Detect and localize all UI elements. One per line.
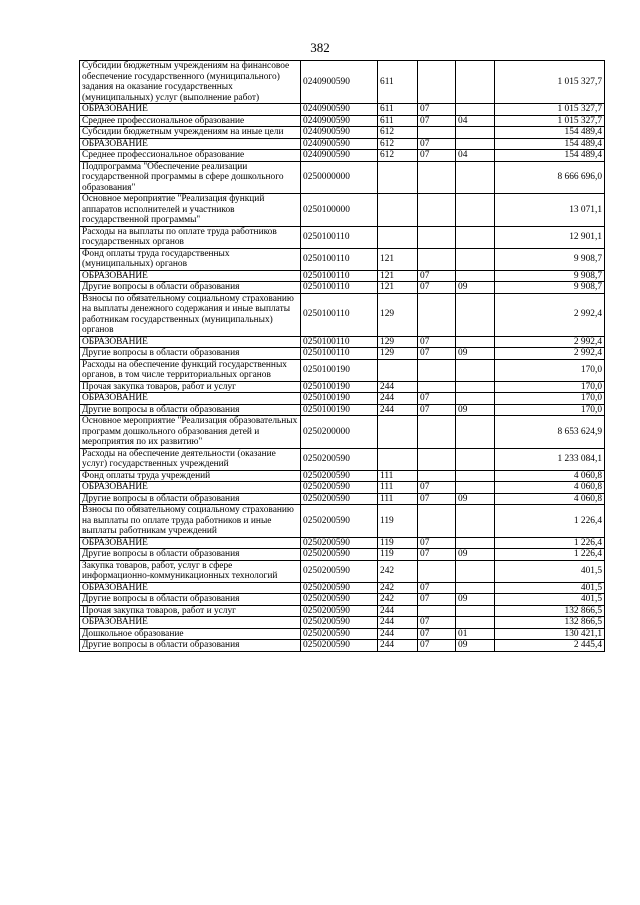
row-name-cell: Основное мероприятие "Реализация образовательных программ дошкольного образования детей и мероприятия по их развитию": [80, 416, 301, 449]
table-row: [80, 282, 605, 294]
section-code-cell: [418, 161, 456, 194]
expense-type-code-cell: 129: [378, 336, 418, 348]
subsection-code-cell: [456, 505, 495, 538]
target-code-cell: 0250200000: [301, 416, 378, 449]
table-row: [80, 161, 605, 194]
subsection-code-cell: [456, 194, 495, 227]
section-code-cell: 07: [418, 282, 456, 294]
section-code-cell: 07: [418, 482, 456, 494]
budget-table: [79, 60, 605, 652]
row-name-cell: Субсидии бюджетным учреждениям на финансовое обеспечение государственного (муниципального) задания на оказание государственных (муниципальных) услуг (выполнение работ): [80, 61, 301, 104]
table-row: [80, 393, 605, 405]
section-code-cell: 07: [418, 549, 456, 561]
subsection-code-cell: [456, 416, 495, 449]
expense-type-code-cell: 121: [378, 282, 418, 294]
row-name-cell: ОБРАЗОВАНИЕ: [80, 537, 301, 549]
table-row: [80, 404, 605, 416]
subsection-code-cell: 09: [456, 493, 495, 505]
target-code-cell: 0240900590: [301, 150, 378, 162]
amount-cell: 401,5: [495, 582, 605, 594]
row-name-cell: ОБРАЗОВАНИЕ: [80, 104, 301, 116]
section-code-cell: 07: [418, 582, 456, 594]
expense-type-code-cell: 121: [378, 270, 418, 282]
target-code-cell: 0250200590: [301, 594, 378, 606]
table-row: [80, 359, 605, 381]
section-code-cell: 07: [418, 270, 456, 282]
expense-type-code-cell: 612: [378, 138, 418, 150]
section-code-cell: [418, 359, 456, 381]
row-name-cell: Взносы по обязательному социальному страхованию на выплаты денежного содержания и иные выплаты работникам государственных (муниципальных) органов: [80, 293, 301, 336]
table-row: [80, 493, 605, 505]
expense-type-code-cell: [378, 416, 418, 449]
subsection-code-cell: [456, 582, 495, 594]
budget-table-body: [80, 61, 605, 652]
expense-type-code-cell: 611: [378, 104, 418, 116]
section-code-cell: 07: [418, 150, 456, 162]
amount-cell: 1 015 327,7: [495, 115, 605, 127]
target-code-cell: 0250200590: [301, 640, 378, 652]
row-name-cell: ОБРАЗОВАНИЕ: [80, 617, 301, 629]
row-name-cell: ОБРАЗОВАНИЕ: [80, 482, 301, 494]
subsection-code-cell: [456, 537, 495, 549]
table-row: [80, 348, 605, 360]
table-row: [80, 336, 605, 348]
amount-cell: 170,0: [495, 359, 605, 381]
row-name-cell: ОБРАЗОВАНИЕ: [80, 138, 301, 150]
amount-cell: 1 015 327,7: [495, 61, 605, 104]
table-row: [80, 150, 605, 162]
target-code-cell: 0250200590: [301, 549, 378, 561]
amount-cell: 12 901,1: [495, 226, 605, 248]
expense-type-code-cell: 119: [378, 537, 418, 549]
subsection-code-cell: [456, 560, 495, 582]
section-code-cell: 07: [418, 594, 456, 606]
amount-cell: 9 908,7: [495, 248, 605, 270]
expense-type-code-cell: [378, 161, 418, 194]
table-row: [80, 482, 605, 494]
table-row: [80, 226, 605, 248]
amount-cell: 170,0: [495, 404, 605, 416]
table-row: [80, 115, 605, 127]
expense-type-code-cell: [378, 359, 418, 381]
amount-cell: 9 908,7: [495, 282, 605, 294]
section-code-cell: 07: [418, 348, 456, 360]
amount-cell: 154 489,4: [495, 127, 605, 139]
expense-type-code-cell: 244: [378, 617, 418, 629]
amount-cell: 4 060,8: [495, 470, 605, 482]
amount-cell: 401,5: [495, 594, 605, 606]
row-name-cell: Дошкольное образование: [80, 628, 301, 640]
row-name-cell: Среднее профессиональное образование: [80, 150, 301, 162]
expense-type-code-cell: 119: [378, 505, 418, 538]
subsection-code-cell: 04: [456, 115, 495, 127]
section-code-cell: 07: [418, 393, 456, 405]
section-code-cell: 07: [418, 404, 456, 416]
amount-cell: 2 445,4: [495, 640, 605, 652]
expense-type-code-cell: 242: [378, 582, 418, 594]
amount-cell: 401,5: [495, 560, 605, 582]
row-name-cell: ОБРАЗОВАНИЕ: [80, 270, 301, 282]
expense-type-code-cell: 612: [378, 127, 418, 139]
amount-cell: 8 666 696,0: [495, 161, 605, 194]
row-name-cell: Другие вопросы в области образования: [80, 493, 301, 505]
target-code-cell: 0250100190: [301, 393, 378, 405]
subsection-code-cell: [456, 104, 495, 116]
target-code-cell: 0240900590: [301, 61, 378, 104]
target-code-cell: 0240900590: [301, 127, 378, 139]
expense-type-code-cell: 111: [378, 493, 418, 505]
subsection-code-cell: [456, 617, 495, 629]
subsection-code-cell: [456, 61, 495, 104]
section-code-cell: [418, 61, 456, 104]
expense-type-code-cell: 244: [378, 404, 418, 416]
expense-type-code-cell: 244: [378, 393, 418, 405]
subsection-code-cell: [456, 161, 495, 194]
amount-cell: 170,0: [495, 381, 605, 393]
amount-cell: 132 866,5: [495, 605, 605, 617]
target-code-cell: 0250200590: [301, 482, 378, 494]
expense-type-code-cell: 242: [378, 594, 418, 606]
section-code-cell: [418, 605, 456, 617]
target-code-cell: 0240900590: [301, 138, 378, 150]
row-name-cell: Прочая закупка товаров, работ и услуг: [80, 381, 301, 393]
expense-type-code-cell: 242: [378, 560, 418, 582]
subsection-code-cell: [456, 138, 495, 150]
amount-cell: 2 992,4: [495, 336, 605, 348]
subsection-code-cell: [456, 226, 495, 248]
section-code-cell: [418, 470, 456, 482]
section-code-cell: 07: [418, 617, 456, 629]
table-row: [80, 617, 605, 629]
expense-type-code-cell: [378, 448, 418, 470]
row-name-cell: Подпрограмма "Обеспечение реализации государственной программы в сфере дошкольного образования": [80, 161, 301, 194]
expense-type-code-cell: 612: [378, 150, 418, 162]
section-code-cell: [418, 381, 456, 393]
amount-cell: 2 992,4: [495, 293, 605, 336]
section-code-cell: 07: [418, 138, 456, 150]
target-code-cell: 0240900590: [301, 115, 378, 127]
subsection-code-cell: [456, 470, 495, 482]
amount-cell: 154 489,4: [495, 138, 605, 150]
target-code-cell: 0250100110: [301, 226, 378, 248]
table-row: [80, 293, 605, 336]
expense-type-code-cell: 111: [378, 470, 418, 482]
target-code-cell: 0250000000: [301, 161, 378, 194]
expense-type-code-cell: 244: [378, 640, 418, 652]
row-name-cell: Другие вопросы в области образования: [80, 282, 301, 294]
subsection-code-cell: 09: [456, 549, 495, 561]
section-code-cell: 07: [418, 537, 456, 549]
amount-cell: 2 992,4: [495, 348, 605, 360]
table-row: [80, 582, 605, 594]
amount-cell: 170,0: [495, 393, 605, 405]
table-row: [80, 416, 605, 449]
section-code-cell: 07: [418, 640, 456, 652]
table-row: [80, 605, 605, 617]
subsection-code-cell: [456, 482, 495, 494]
expense-type-code-cell: [378, 194, 418, 227]
table-row: [80, 640, 605, 652]
table-row: [80, 505, 605, 538]
table-row: [80, 594, 605, 606]
target-code-cell: 0250100190: [301, 381, 378, 393]
target-code-cell: 0250100110: [301, 336, 378, 348]
section-code-cell: [418, 416, 456, 449]
expense-type-code-cell: 244: [378, 628, 418, 640]
table-row: [80, 194, 605, 227]
table-row: [80, 470, 605, 482]
subsection-code-cell: [456, 336, 495, 348]
subsection-code-cell: [456, 393, 495, 405]
amount-cell: 154 489,4: [495, 150, 605, 162]
section-code-cell: 07: [418, 104, 456, 116]
target-code-cell: 0250200590: [301, 493, 378, 505]
expense-type-code-cell: 119: [378, 549, 418, 561]
target-code-cell: 0250200590: [301, 582, 378, 594]
table-row: [80, 127, 605, 139]
row-name-cell: Фонд оплаты труда учреждений: [80, 470, 301, 482]
row-name-cell: Расходы на обеспечение деятельности (оказание услуг) государственных учреждений: [80, 448, 301, 470]
row-name-cell: ОБРАЗОВАНИЕ: [80, 582, 301, 594]
target-code-cell: 0250200590: [301, 537, 378, 549]
target-code-cell: 0250100190: [301, 404, 378, 416]
row-name-cell: Расходы на выплаты по оплате труда работников государственных органов: [80, 226, 301, 248]
section-code-cell: [418, 248, 456, 270]
target-code-cell: 0250100110: [301, 282, 378, 294]
row-name-cell: ОБРАЗОВАНИЕ: [80, 336, 301, 348]
subsection-code-cell: [456, 381, 495, 393]
amount-cell: 132 866,5: [495, 617, 605, 629]
amount-cell: 8 653 624,9: [495, 416, 605, 449]
section-code-cell: [418, 226, 456, 248]
row-name-cell: Закупка товаров, работ, услуг в сфере информационно-коммуникационных технологий: [80, 560, 301, 582]
amount-cell: 130 421,1: [495, 628, 605, 640]
row-name-cell: Основное мероприятие "Реализация функций аппаратов исполнителей и участников государственной программы": [80, 194, 301, 227]
amount-cell: 1 233 084,1: [495, 448, 605, 470]
table-row: [80, 270, 605, 282]
subsection-code-cell: 09: [456, 594, 495, 606]
target-code-cell: 0250100110: [301, 248, 378, 270]
table-row: [80, 537, 605, 549]
expense-type-code-cell: 611: [378, 115, 418, 127]
subsection-code-cell: 04: [456, 150, 495, 162]
table-row: [80, 381, 605, 393]
table-row: [80, 549, 605, 561]
section-code-cell: [418, 560, 456, 582]
row-name-cell: ОБРАЗОВАНИЕ: [80, 393, 301, 405]
section-code-cell: [418, 505, 456, 538]
target-code-cell: 0250100190: [301, 359, 378, 381]
section-code-cell: [418, 127, 456, 139]
target-code-cell: 0240900590: [301, 104, 378, 116]
expense-type-code-cell: 111: [378, 482, 418, 494]
row-name-cell: Другие вопросы в области образования: [80, 549, 301, 561]
table-row: [80, 138, 605, 150]
target-code-cell: 0250200590: [301, 470, 378, 482]
table-row: [80, 628, 605, 640]
expense-type-code-cell: 244: [378, 605, 418, 617]
subsection-code-cell: [456, 293, 495, 336]
row-name-cell: Расходы на обеспечение функций государственных органов, в том числе территориальных органов: [80, 359, 301, 381]
amount-cell: 1 015 327,7: [495, 104, 605, 116]
amount-cell: 4 060,8: [495, 493, 605, 505]
target-code-cell: 0250200590: [301, 628, 378, 640]
section-code-cell: 07: [418, 336, 456, 348]
subsection-code-cell: 09: [456, 282, 495, 294]
row-name-cell: Субсидии бюджетным учреждениям на иные цели: [80, 127, 301, 139]
amount-cell: 1 226,4: [495, 537, 605, 549]
subsection-code-cell: 01: [456, 628, 495, 640]
target-code-cell: 0250100110: [301, 270, 378, 282]
subsection-code-cell: [456, 270, 495, 282]
row-name-cell: Другие вопросы в области образования: [80, 594, 301, 606]
row-name-cell: Фонд оплаты труда государственных (муниципальных) органов: [80, 248, 301, 270]
row-name-cell: Среднее профессиональное образование: [80, 115, 301, 127]
subsection-code-cell: 09: [456, 404, 495, 416]
expense-type-code-cell: 611: [378, 61, 418, 104]
target-code-cell: 0250200590: [301, 605, 378, 617]
section-code-cell: 07: [418, 115, 456, 127]
expense-type-code-cell: 121: [378, 248, 418, 270]
row-name-cell: Другие вопросы в области образования: [80, 640, 301, 652]
target-code-cell: 0250200590: [301, 617, 378, 629]
amount-cell: 13 071,1: [495, 194, 605, 227]
amount-cell: 1 226,4: [495, 549, 605, 561]
expense-type-code-cell: 129: [378, 293, 418, 336]
subsection-code-cell: 09: [456, 640, 495, 652]
expense-type-code-cell: 244: [378, 381, 418, 393]
target-code-cell: 0250100110: [301, 293, 378, 336]
row-name-cell: Другие вопросы в области образования: [80, 404, 301, 416]
target-code-cell: 0250200590: [301, 448, 378, 470]
table-row: [80, 248, 605, 270]
section-code-cell: [418, 194, 456, 227]
row-name-cell: Прочая закупка товаров, работ и услуг: [80, 605, 301, 617]
section-code-cell: 07: [418, 493, 456, 505]
table-row: [80, 104, 605, 116]
row-name-cell: Другие вопросы в области образования: [80, 348, 301, 360]
subsection-code-cell: [456, 127, 495, 139]
table-row: [80, 448, 605, 470]
target-code-cell: 0250100000: [301, 194, 378, 227]
table-row: [80, 560, 605, 582]
row-name-cell: Взносы по обязательному социальному страхованию на выплаты по оплате труда работников и иные выплаты работникам учреждений: [80, 505, 301, 538]
subsection-code-cell: [456, 448, 495, 470]
subsection-code-cell: [456, 359, 495, 381]
expense-type-code-cell: [378, 226, 418, 248]
target-code-cell: 0250200590: [301, 560, 378, 582]
table-row: [80, 61, 605, 104]
amount-cell: 9 908,7: [495, 270, 605, 282]
subsection-code-cell: [456, 605, 495, 617]
target-code-cell: 0250100110: [301, 348, 378, 360]
section-code-cell: [418, 293, 456, 336]
target-code-cell: 0250200590: [301, 505, 378, 538]
section-code-cell: 07: [418, 628, 456, 640]
subsection-code-cell: 09: [456, 348, 495, 360]
subsection-code-cell: [456, 248, 495, 270]
amount-cell: 4 060,8: [495, 482, 605, 494]
expense-type-code-cell: 129: [378, 348, 418, 360]
amount-cell: 1 226,4: [495, 505, 605, 538]
section-code-cell: [418, 448, 456, 470]
page-number: 382: [310, 40, 330, 55]
